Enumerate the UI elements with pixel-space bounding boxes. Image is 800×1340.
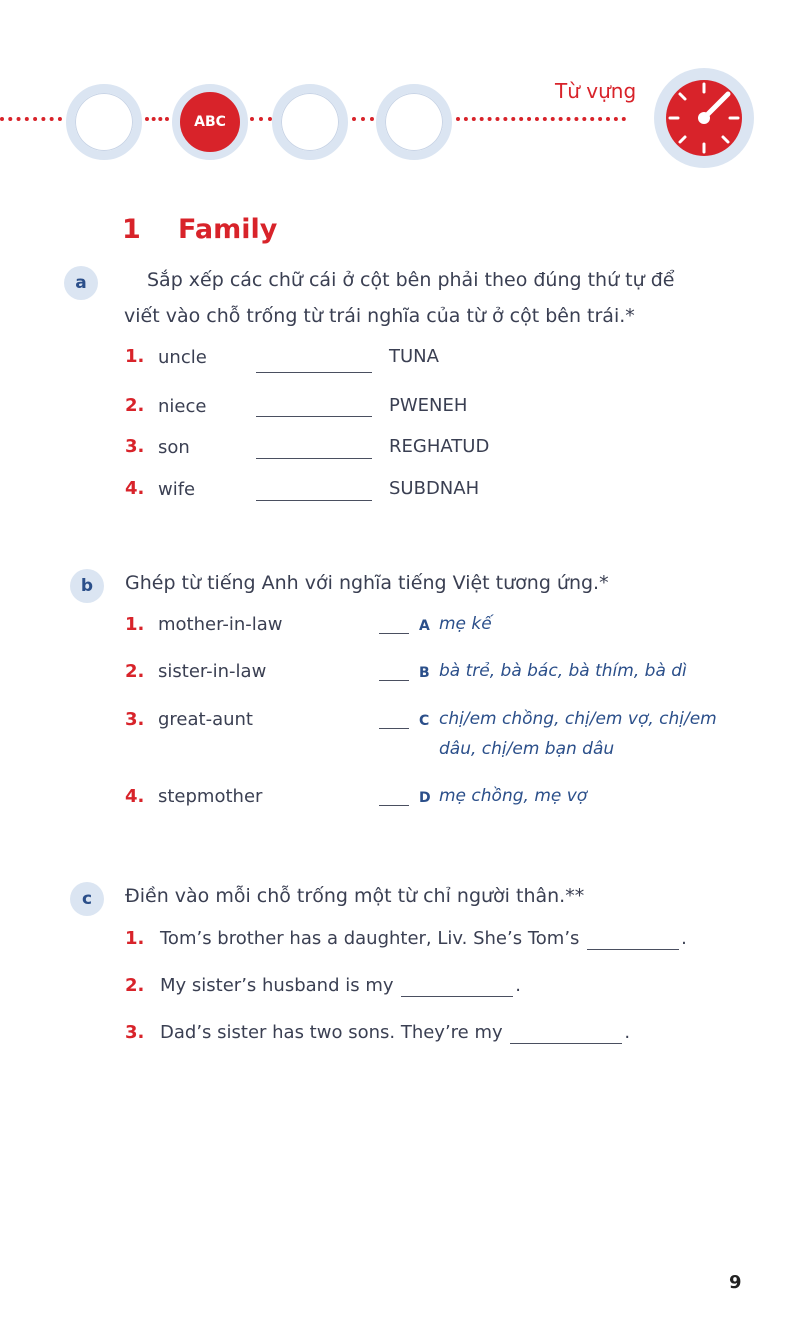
answer-blank[interactable] bbox=[587, 928, 679, 950]
option-letter: A bbox=[419, 618, 430, 634]
option-meaning: bà trẻ, bà bác, bà thím, bà dì bbox=[439, 661, 687, 681]
section-label: Từ vựng bbox=[555, 79, 637, 103]
sentence-text: My sister’s husband is my bbox=[160, 975, 394, 996]
scrambled-word: SUBDNAH bbox=[389, 478, 480, 499]
dotted-line bbox=[456, 117, 626, 121]
answer-blank[interactable] bbox=[256, 416, 372, 417]
stopwatch-icon bbox=[652, 66, 756, 170]
scrambled-word: REGHATUD bbox=[389, 436, 490, 457]
instruction-a-line2: viết vào chỗ trống từ trái nghĩa của từ ở cột bên trái.* bbox=[124, 305, 635, 327]
progress-ring-empty bbox=[376, 84, 452, 160]
option-meaning: mẹ chồng, mẹ vợ bbox=[439, 786, 588, 806]
item-number: 2. bbox=[125, 661, 145, 682]
scrambled-word: PWENEH bbox=[389, 395, 468, 416]
dotted-line bbox=[0, 117, 62, 121]
exercise-badge-a: a bbox=[64, 266, 98, 300]
dotted-line bbox=[250, 117, 272, 121]
fill-sentence bbox=[160, 975, 521, 997]
section-number: 1 bbox=[122, 214, 141, 245]
sentence-end: . bbox=[515, 975, 521, 996]
sentence-end: . bbox=[624, 1022, 631, 1043]
item-number: 2. bbox=[125, 975, 145, 996]
item-word: niece bbox=[158, 396, 207, 417]
option-letter: D bbox=[419, 790, 431, 806]
answer-blank[interactable] bbox=[379, 728, 409, 729]
instruction-b: Ghép từ tiếng Anh với nghĩa tiếng Việt tương ứng.* bbox=[125, 572, 609, 594]
instruction-a-line1: Sắp xếp các chữ cái ở cột bên phải theo đúng thứ tự để bbox=[147, 269, 675, 291]
answer-blank[interactable] bbox=[510, 1022, 622, 1044]
item-word: uncle bbox=[158, 347, 207, 368]
scrambled-word: TUNA bbox=[389, 346, 439, 367]
answer-blank[interactable] bbox=[379, 680, 409, 681]
item-word: stepmother bbox=[158, 786, 263, 807]
item-number: 4. bbox=[125, 478, 145, 499]
option-letter: C bbox=[419, 713, 430, 729]
item-number: 1. bbox=[125, 346, 145, 367]
progress-ring-current bbox=[172, 84, 248, 160]
answer-blank[interactable] bbox=[256, 372, 372, 373]
item-word: sister-in-law bbox=[158, 661, 267, 682]
item-word: great-aunt bbox=[158, 709, 253, 730]
section-title: Family bbox=[178, 214, 278, 245]
page-number: 9 bbox=[729, 1272, 742, 1293]
item-number: 3. bbox=[125, 436, 145, 457]
answer-blank[interactable] bbox=[401, 975, 513, 997]
option-letter: B bbox=[419, 665, 430, 681]
answer-blank[interactable] bbox=[256, 500, 372, 501]
item-number: 4. bbox=[125, 786, 145, 807]
answer-blank[interactable] bbox=[379, 633, 409, 634]
dotted-line bbox=[145, 117, 169, 121]
dotted-line bbox=[352, 117, 374, 121]
progress-ring-empty bbox=[272, 84, 348, 160]
item-word: son bbox=[158, 437, 190, 458]
fill-sentence bbox=[160, 928, 687, 950]
sentence-text: Tom’s brother has a daughter, Liv. She’s Tom’s bbox=[160, 928, 580, 949]
answer-blank[interactable] bbox=[379, 805, 409, 806]
exercise-badge-b: b bbox=[70, 569, 104, 603]
fill-sentence bbox=[160, 1022, 630, 1044]
answer-blank[interactable] bbox=[256, 458, 372, 459]
sentence-end: . bbox=[681, 928, 687, 949]
item-number: 1. bbox=[125, 928, 145, 949]
item-number: 2. bbox=[125, 395, 145, 416]
option-meaning: chị/em chồng, chị/em vợ, chị/em dâu, chị/em bạn dâu bbox=[439, 709, 717, 759]
instruction-c: Điền vào mỗi chỗ trống một từ chỉ người thân.** bbox=[125, 885, 585, 907]
item-number: 3. bbox=[125, 709, 145, 730]
item-word: mother-in-law bbox=[158, 614, 283, 635]
progress-ring-empty bbox=[66, 84, 142, 160]
exercise-badge-c: c bbox=[70, 882, 104, 916]
item-number: 3. bbox=[125, 1022, 145, 1043]
abc-badge-label: ABC bbox=[194, 114, 226, 130]
option-meaning: mẹ kế bbox=[439, 614, 492, 634]
item-word: wife bbox=[158, 479, 196, 500]
sentence-text: Dad’s sister has two sons. They’re my bbox=[160, 1022, 503, 1043]
item-number: 1. bbox=[125, 614, 145, 635]
